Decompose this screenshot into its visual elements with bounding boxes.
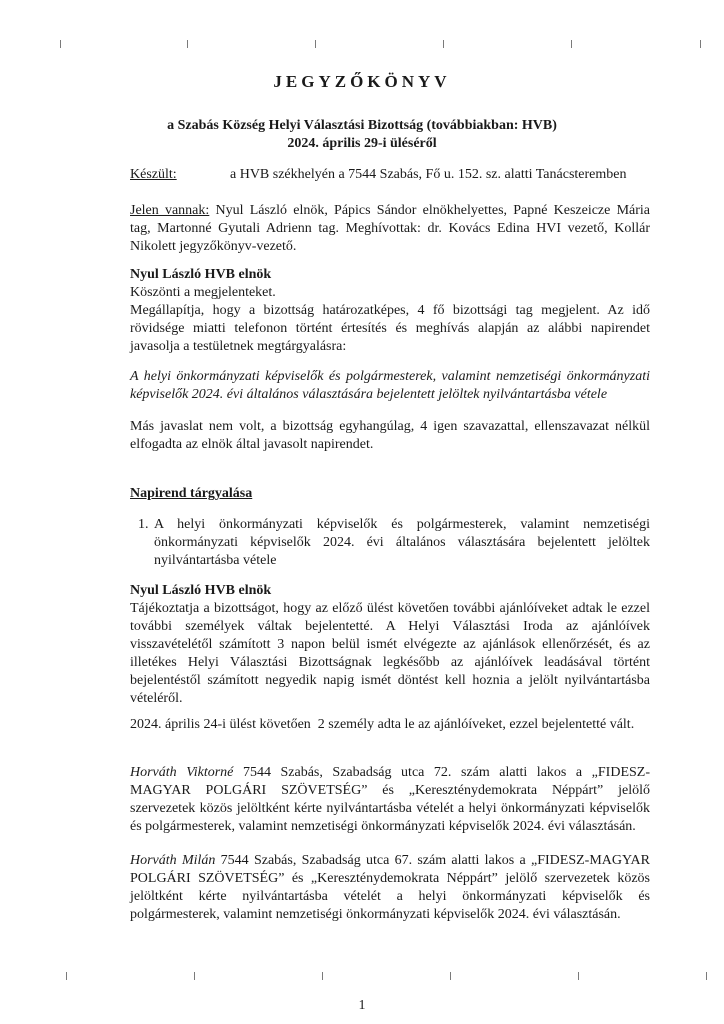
attendees-text: Nyul László elnök, Pápics Sándor elnökhelyettes, Papné Keszeicze Mária <box>209 203 650 218</box>
binder-mark <box>187 40 188 48</box>
discussion-section <box>130 582 650 708</box>
attendees <box>130 202 650 256</box>
candidate-line: MAGYAR POLGÁRI SZÖVETSÉG” és „Kereszténydemokrata Néppárt” jelölő <box>130 783 650 798</box>
candidate-name: Horváth Viktorné <box>130 765 234 780</box>
binder-mark <box>66 972 67 980</box>
candidate-name: Horváth Milán <box>130 853 216 868</box>
candidate-line <box>130 764 650 782</box>
item-number: 1. <box>138 517 149 532</box>
vote-line: Más javaslat nem volt, a bizottság egyhangúlag, 4 igen szavazattal, ellenszavazat nélkül <box>130 419 650 434</box>
keszult-text: a HVB székhelyén a 7544 Szabás, Fő u. 152. sz. alatti Tanácsteremben <box>230 167 627 182</box>
paragraph-line: javasolja a testületnek megtárgyalásra: <box>130 339 347 354</box>
attendees-label: Jelen vannak: <box>130 203 210 218</box>
paragraph-line: rövidsége miatti telefonon történt értesítés és meghívás alapján az alábbi napirendet <box>130 321 650 336</box>
binder-mark <box>315 40 316 48</box>
agenda-item-1 <box>138 516 650 570</box>
paragraph-line: Köszönti a megjelenteket. <box>130 285 276 300</box>
paragraph-line: visszavételétől számított 3 napon belül ismét elvégezte az ajánlások ellenőrzését, és az <box>130 637 650 652</box>
agenda-line: képviselők 2024. évi általános választására bejelentett jelöltek nyilvántartásba vétele <box>130 387 608 402</box>
speaker-name: Nyul László HVB elnök <box>130 583 272 598</box>
paragraph-line: Megállapítja, hogy a bizottság határozatképes, 4 fő bizottsági tag megjelent. Az idő <box>130 303 650 318</box>
binder-mark <box>700 40 701 48</box>
attendees-line <box>130 202 650 220</box>
section-heading: Napirend tárgyalása <box>130 486 253 501</box>
candidate-address: 7544 Szabás, Szabadság utca 67. szám alatti lakos a „FIDESZ-MAGYAR <box>215 853 650 868</box>
candidate-line: szervezetek közös jelöltként kérte nyilvántartásba vételét a helyi önkormányzati képviselők <box>130 801 650 816</box>
candidate-address: 7544 Szabás, Szabadság utca 72. szám alatti lakos a „FIDESZ- <box>233 765 650 780</box>
item-line: A helyi önkormányzati képviselők és polgármesterek, valamint nemzetiségi <box>154 517 650 532</box>
binder-mark <box>706 972 707 980</box>
paragraph-line: bejelentéstől számított negyedik napig ismét döntést kell hoznia a jelölt nyilvántartásba <box>130 673 650 688</box>
subtitle-date: 2024. április 29-i üléséről <box>287 136 437 151</box>
submission-note: 2024. április 24-i ülést követően 2 személy adta le az ajánlóíveket, ezzel bejelentetté vált. <box>130 717 635 732</box>
candidate-entry <box>130 852 650 924</box>
paragraph-line: Tájékoztatja a bizottságot, hogy az előző ülést követően további ajánlóíveket adtak le ezzel <box>130 601 650 616</box>
agenda-line: A helyi önkormányzati képviselők és polgármesterek, valamint nemzetiségi önkormányzati <box>130 369 650 384</box>
binder-mark <box>450 972 451 980</box>
candidate-line <box>130 852 650 870</box>
keszult-label: Készült: <box>130 167 177 182</box>
page-number: 1 <box>358 998 366 1013</box>
paragraph-line: további személyek váltak bejelentetté. A Helyi Választási Iroda az ajánlóívek <box>130 619 650 634</box>
binder-mark <box>443 40 444 48</box>
candidate-line: és polgármesterek, valamint nemzetiségi önkormányzati képviselők 2024. évi választásán. <box>130 819 636 834</box>
attendees-line: tag, Martonné Gyutali Adrienn tag. Meghívottak: dr. Kovács Edina HVI vezető, Kollár <box>130 221 650 236</box>
candidate-line: POLGÁRI SZÖVETSÉG” és „Kereszténydemokrata Néppárt” jelölő szervezetek közös <box>130 871 650 886</box>
document-title: JEGYZŐKÖNYV <box>273 72 451 91</box>
agenda-item <box>130 368 650 404</box>
binder-mark <box>194 972 195 980</box>
binder-mark <box>60 40 61 48</box>
subtitle-line: a Szabás Község Helyi Választási Bizottság (továbbiakban: HVB) <box>167 118 557 133</box>
candidate-line: polgármesterek, valamint nemzetiségi önkormányzati képviselők 2024. évi választásán. <box>130 907 621 922</box>
candidate-line: jelöltként kérte nyilvántartásba vételét a helyi önkormányzati képviselők és <box>130 889 650 904</box>
attendees-line: Nikolett jegyzőkönyv-vezető. <box>130 239 297 254</box>
binder-mark <box>322 972 323 980</box>
item-line: nyilvántartásba vétele <box>154 553 277 568</box>
paragraph-line: vételéről. <box>130 691 183 706</box>
paragraph-line: illetékes Helyi Választási Bizottságnak legkésőbb az ajánlóívek leadásával történt <box>130 655 650 670</box>
opening-section <box>130 266 650 356</box>
vote-result <box>130 418 650 454</box>
item-line: önkormányzati képviselők 2024. évi általános választására bejelentett jelöltek <box>154 535 650 550</box>
keszult-row <box>130 166 650 184</box>
candidate-entry <box>130 764 650 836</box>
vote-line: elfogadta az elnök által javasolt napirendet. <box>130 437 374 452</box>
document-subtitle <box>0 117 724 153</box>
binder-mark <box>578 972 579 980</box>
speaker-name: Nyul László HVB elnök <box>130 267 272 282</box>
binder-mark <box>571 40 572 48</box>
